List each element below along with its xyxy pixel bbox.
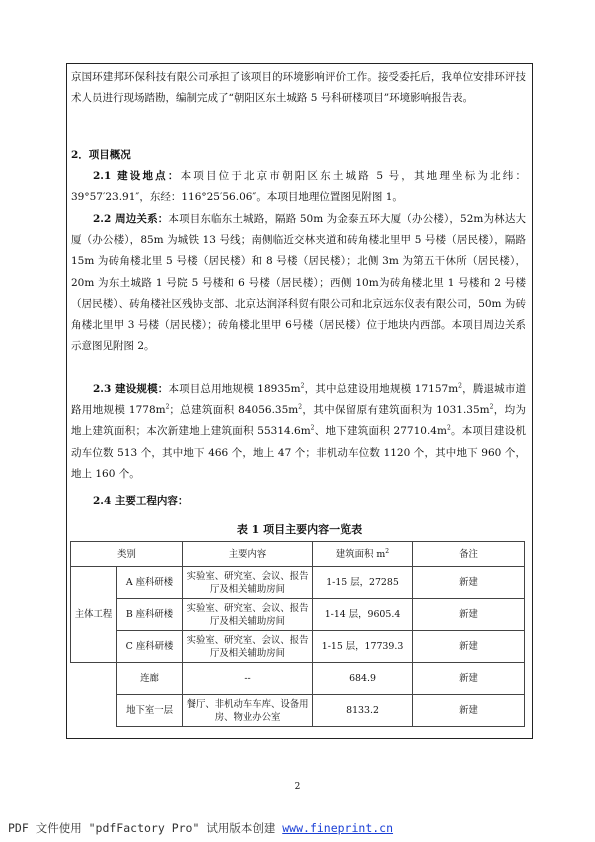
section-2-2-label: 2.2 周边关系： [93, 213, 169, 225]
header-content: 主要内容 [183, 542, 313, 567]
section-2-4-label: 2.4 主要工程内容： [93, 495, 189, 507]
row-area-cell: 1-14 层，9605.4 [313, 599, 413, 631]
row-content-cell: 餐厅、非机动车车库、设备用房、物业办公室 [183, 695, 313, 727]
row-area-cell: 1-15 层，27285 [313, 567, 413, 599]
row-note-cell: 新建 [413, 631, 525, 663]
header-note: 备注 [413, 542, 525, 567]
header-category: 类别 [71, 542, 183, 567]
row-area-cell: 1-15 层，17739.3 [313, 631, 413, 663]
table-caption: 表 1 项目主要内容一览表 [236, 523, 363, 536]
intro-paragraph: 京国环建邦环保科技有限公司承担了该项目的环境影响评价工作。接受委托后，我单位安排环评技术人员进行现场踏勘，编制完成了“朝阳区东土城路 5 号科研楼项目”环境影响报告表。 [71, 71, 526, 105]
row-name-cell: C 座科研楼 [117, 631, 183, 663]
row-note-cell: 新建 [413, 695, 525, 727]
table-row [71, 663, 525, 695]
row-area-cell: 8133.2 [313, 695, 413, 727]
table-header-row [71, 542, 525, 567]
row-name-cell: B 座科研楼 [117, 599, 183, 631]
row-name-cell: 地下室一层 [117, 695, 183, 727]
empty-group-cell [71, 663, 117, 695]
section-2-heading: 2．项目概况 [71, 149, 131, 161]
page-number: 2 [294, 782, 301, 792]
section-2-2-paragraph: 2.2 周边关系：本项目东临东土城路，隔路 50m 为金泰五环大厦（办公楼），52m为林达大厦（办公楼），85m 为城铁 13 号线；南侧临近交林夹道和砖角楼北里甲 5 号楼（居民楼），隔路 15m 为砖角楼北里 5 号楼（居民楼）和 8 号楼（居民楼）；北侧 3m 为第五干休所（居民楼），20m 为东土城路 1 号院 5 号楼和 6 号楼（居民楼）；西侧 10m为砖角楼北里 1 号楼和 2 号楼（居民楼）、砖角楼社区残协支部、北京达润泽科贸有限公司和北京远东仪表有限公司，50m 为砖角楼北里甲 3 号楼（居民楼）；砖角楼北里甲 6号楼（居民楼）位于地块内西部。本项目周边关系示意图见附图 2。 [71, 213, 526, 353]
row-area-cell: 684.9 [313, 663, 413, 695]
row-note-cell: 新建 [413, 663, 525, 695]
pdf-footer: PDF 文件使用 "pdfFactory Pro" 试用版本创建 www.fineprint.cn [8, 821, 394, 835]
row-content-cell: 实验室、研究室、会议、报告厅及相关辅助房间 [183, 631, 313, 663]
table-row [71, 695, 525, 727]
row-content-cell: -- [183, 663, 313, 695]
row-name-cell: 连廊 [117, 663, 183, 695]
table-row [71, 567, 525, 599]
table-row [71, 599, 525, 631]
section-2-3-label: 2.3 建设规模： [93, 383, 169, 395]
header-area: 建筑面积 $m^2$ [313, 542, 413, 567]
section-2-3-paragraph: 2.3 建设规模：本项目总用地规模 $18935m^2$，其中总建设用地规模 $17157m^2$，腾退城市道路用地规模 $1778m^2$；总建筑面积 $84056.35m^2$，其中保留原有建筑面积为 $1031.35m^2$，均为地上建筑面积；本次新建地上建筑面积 $55314.6m^2$、地下建筑面积 $27710.4m^2$。本项目建设机动车位数 513 个，其中地下 466 个，地上 47 个；非机动车位数 1120 个，其中地下 960 个，地上 160 个。 [71, 382, 527, 480]
row-content-cell: 实验室、研究室、会议、报告厅及相关辅助房间 [183, 599, 313, 631]
empty-group-cell [71, 695, 117, 727]
main-content-table [70, 541, 525, 727]
row-note-cell: 新建 [413, 599, 525, 631]
group-label-cell: 主体工程 [71, 567, 117, 663]
table-row [71, 631, 525, 663]
section-2-1-label: 2.1 建设地点： [93, 170, 181, 182]
section-2-1-paragraph: 2.1 建设地点：本项目位于北京市朝阳区东土城路 5 号，其地理坐标为北纬：39°57′23.91″，东经：116°25′56.06″。本项目地理位置图见附图 1。 [71, 170, 526, 204]
row-content-cell: 实验室、研究室、会议、报告厅及相关辅助房间 [183, 567, 313, 599]
fineprint-link[interactable]: www.fineprint.cn [282, 821, 394, 835]
row-name-cell: A 座科研楼 [117, 567, 183, 599]
row-note-cell: 新建 [413, 567, 525, 599]
